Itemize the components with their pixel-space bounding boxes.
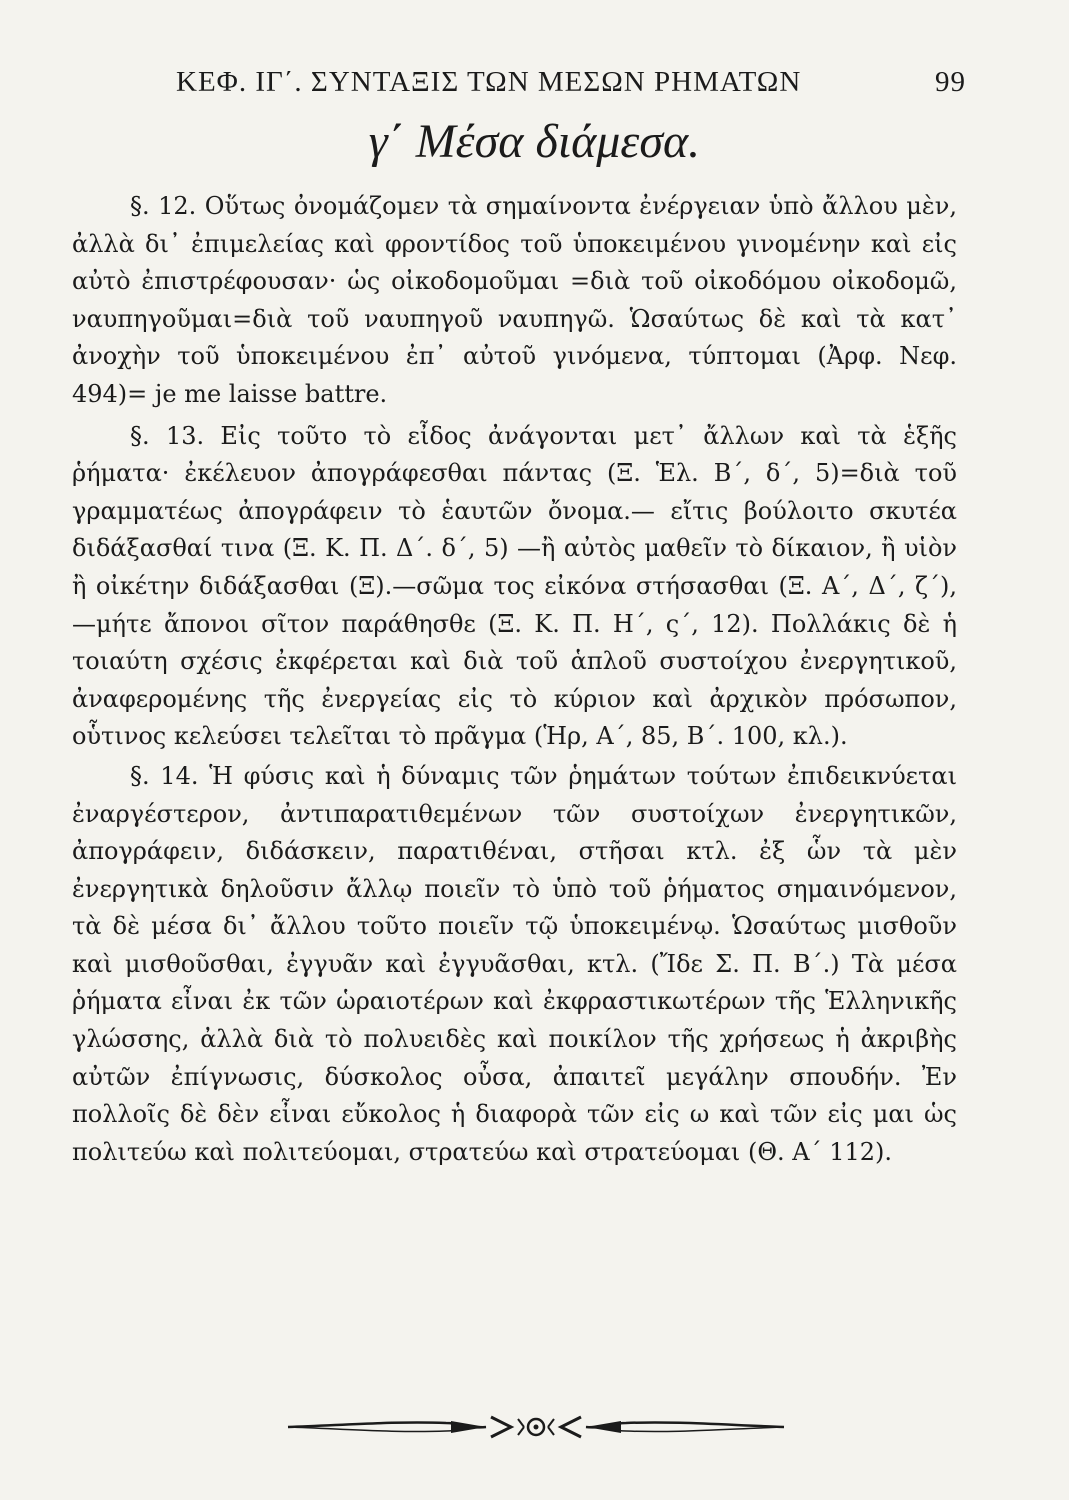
page-number: 99 [935,66,966,98]
paragraph-12: §. 12. Οὕτως ὀνομάζομεν τὰ σημαίνοντα ἐνέργειαν ὑπὸ ἄλλου μὲν, ἀλλὰ δι᾽ ἐπιμελείας καὶ φροντίδος τοῦ ὑποκειμένου γινομένην καὶ εἰς αὐτὸ ἐπιστρέφουσαν· ὡς οἰκοδομοῦμαι =διὰ τοῦ οἰκοδόμου οἰκοδομῶ, ναυπηγοῦμαι=διὰ τοῦ ναυπηγοῦ ναυπηγῶ. Ὡσαύτως δὲ καὶ τὰ κατ᾽ ἀνοχὴν τοῦ ὑποκειμένου ἐπ᾽ αὐτοῦ γινόμενα, τύπτομαι (Ἀρφ. Νεφ. 494)= je me laisse battre. [72,192,957,408]
body-text [72,188,957,1171]
ornamental-rule-icon [286,1405,786,1449]
section-title: γ΄ Μέσα διάμεσα. [368,115,701,168]
paragraph-13: §. 13. Εἰς τοῦτο τὸ εἶδος ἀνάγονται μετ᾽ ἄλλων καὶ τὰ ἑξῆς ῥήματα· ἐκέλευον ἀπογράφεσθαι πάντας (Ξ. Ἑλ. Β΄, δ΄, 5)=διὰ τοῦ γραμματέως ἀπογράφειν τὸ ἑαυτῶν ὄνομα.— εἴτις βούλοιτο σκυτέα διδάξασθαί τινα (Ξ. Κ. Π. Δ΄. δ΄, 5) —ἢ αὐτὸς μαθεῖν τὸ δίκαιον, ἢ υἱὸν ἢ οἰκέτην διδάξασθαι (Ξ).—σῶμα τος εἰκόνα στήσασθαι (Ξ. Α΄, Δ΄, ζ΄),—μήτε ἄπονοι σῖτον παράθησθε (Ξ. Κ. Π. Η΄, ς΄, 12). Πολλάκις δὲ ἡ τοιαύτη σχέσις ἐκφέρεται καὶ διὰ τοῦ ἁπλοῦ συστοίχου ἐνεργητικοῦ, ἀναφερομένης τῆς ἐνεργείας εἰς τὸ κύριον καὶ ἀρχικὸν πρόσωπον, οὗτινος κελεύσει τελεῖται τὸ πρᾶγμα (Ἡρ, Α΄, 85, Β΄. 100, κλ.). [72,421,957,751]
running-title: ΚΕΦ. ΙΓ΄. ΣΥΝΤΑΞΙΣ ΤΩΝ ΜΕΣΩΝ ΡΗΜΑΤΩΝ [176,66,802,98]
running-head [176,66,966,110]
paragraph-14: §. 14. Ἡ φύσις καὶ ἡ δύναμις τῶν ῥημάτων τούτων ἐπιδεικνύεται ἐναργέστερον, ἀντιπαρατιθεμένων τῶν συστοίχων ἐνεργητικῶν, ἀπογράφειν, διδάσκειν, παρατιθέναι, στῆσαι κτλ. ἐξ ὧν τὰ μὲν ἐνεργητικὰ δηλοῦσιν ἄλλῳ ποιεῖν τὸ ὑπὸ τοῦ ῥήματος σημαινόμενον, τὰ δὲ μέσα δι᾽ ἄλλου τοῦτο ποιεῖν τῷ ὑποκειμένῳ. Ὡσαύτως μισθοῦν καὶ μισθοῦσθαι, ἐγγυᾶν καὶ ἐγγυᾶσθαι, κτλ. (Ἴδε Σ. Π. Β΄.) Τὰ μέσα ῥήματα εἶναι ἐκ τῶν ὡραιοτέρων καὶ ἐκφραστικωτέρων τῆς Ἑλληνικῆς γλώσσης, ἀλλὰ διὰ τὸ πολυειδὲς καὶ ποικίλον τῆς χρήσεως ἡ ἀκριβὴς αὐτῶν ἐπίγνωσις, δύσκολος οὖσα, ἀπαιτεῖ μεγάλην σπουδήν. Ἐν πολλοῖς δὲ δὲν εἶναι εὔκολος ἡ διαφορὰ τῶν εἰς ω καὶ τῶν εἰς μαι ὡς πολιτεύω καὶ πολιτεύομαι, στρατεύω καὶ στρατεύομαι (Θ. Α΄ 112). [72,761,957,1166]
